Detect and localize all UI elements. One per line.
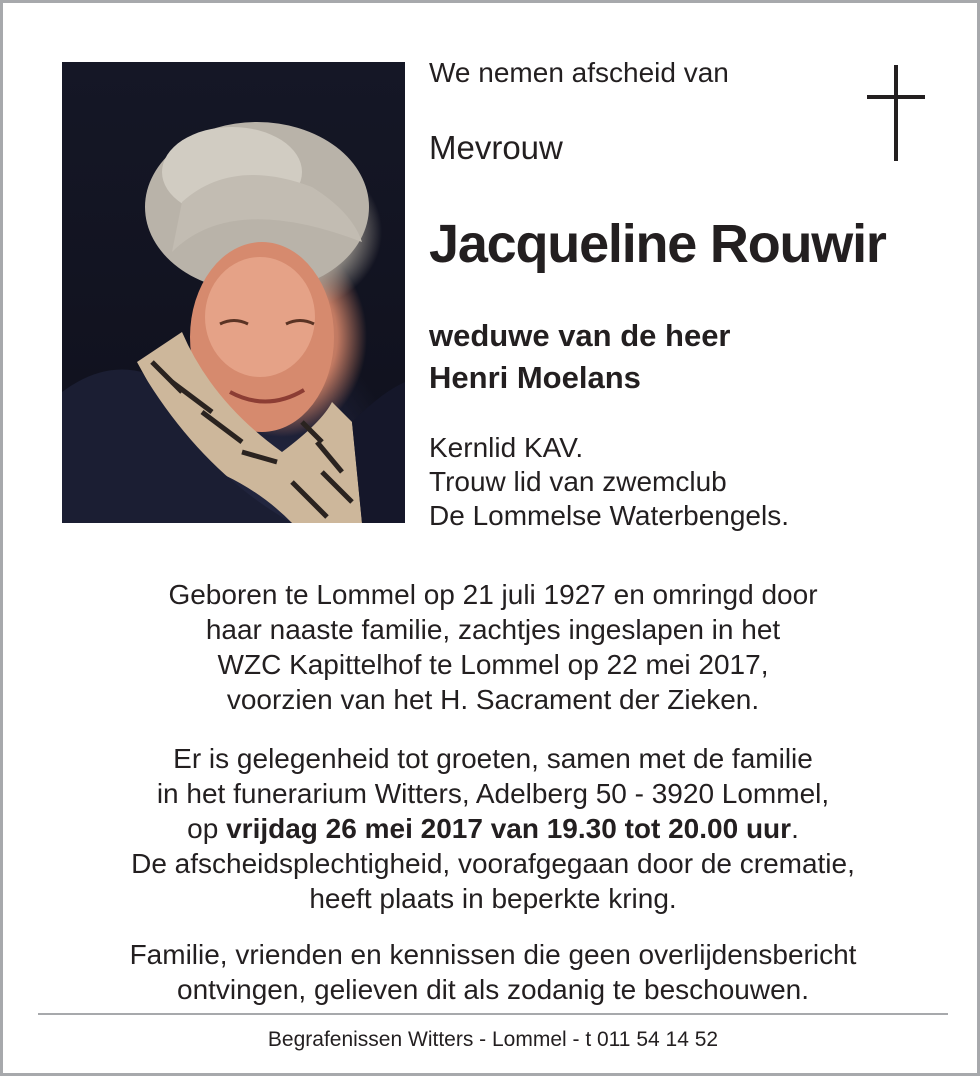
paragraph-line: Er is gelegenheid tot groeten, samen met de familie xyxy=(173,743,813,774)
salutation: Mevrouw xyxy=(429,129,563,166)
visitation-paragraph xyxy=(43,741,943,916)
widow-line: weduwe van de heer xyxy=(429,318,731,353)
date-prefix: op xyxy=(187,813,227,844)
closing-paragraph xyxy=(43,937,943,1007)
paragraph-line: WZC Kapittelhof te Lommel op 22 mei 2017, xyxy=(217,649,769,680)
membership-line: De Lommelse Waterbengels. xyxy=(429,500,790,531)
paragraph-line: haar naaste familie, zachtjes ingeslapen in het xyxy=(205,614,781,645)
paragraph-line: Geboren te Lommel op 21 juli 1927 en omringd door xyxy=(168,579,818,610)
paragraph-line: voorzien van het H. Sacrament der Zieken. xyxy=(226,684,760,715)
deceased-name: Jacqueline Rouwir xyxy=(429,214,886,274)
paragraph-line: in het funerarium Witters, Adelberg 50 - 3920 Lommel, xyxy=(156,778,830,809)
portrait-photo xyxy=(62,62,405,523)
intro-text: We nemen afscheid van xyxy=(429,57,729,88)
date-suffix: . xyxy=(791,813,799,844)
cross-icon xyxy=(867,65,925,161)
spouse-name: Henri Moelans xyxy=(429,360,641,395)
paragraph-line: Familie, vrienden en kennissen die geen overlijdensbericht xyxy=(129,939,857,970)
paragraph-line: ontvingen, gelieven dit als zodanig te beschouwen. xyxy=(177,974,809,1005)
membership-block xyxy=(429,431,789,533)
footer-divider xyxy=(38,1013,948,1015)
paragraph-line: heeft plaats in beperkte kring. xyxy=(309,883,677,914)
birth-paragraph xyxy=(43,577,943,717)
paragraph-line: De afscheidsplechtigheid, voorafgegaan door de crematie, xyxy=(131,848,855,879)
membership-line: Kernlid KAV. xyxy=(429,432,584,463)
funeral-home-footer: Begrafenissen Witters - Lommel - t 011 54 14 52 xyxy=(267,1028,719,1051)
visitation-date: vrijdag 26 mei 2017 van 19.30 tot 20.00 uur xyxy=(226,813,792,844)
membership-line: Trouw lid van zwemclub xyxy=(429,466,727,497)
visitation-date-line xyxy=(43,811,943,846)
widow-block xyxy=(429,315,731,399)
portrait-illustration xyxy=(62,62,405,523)
